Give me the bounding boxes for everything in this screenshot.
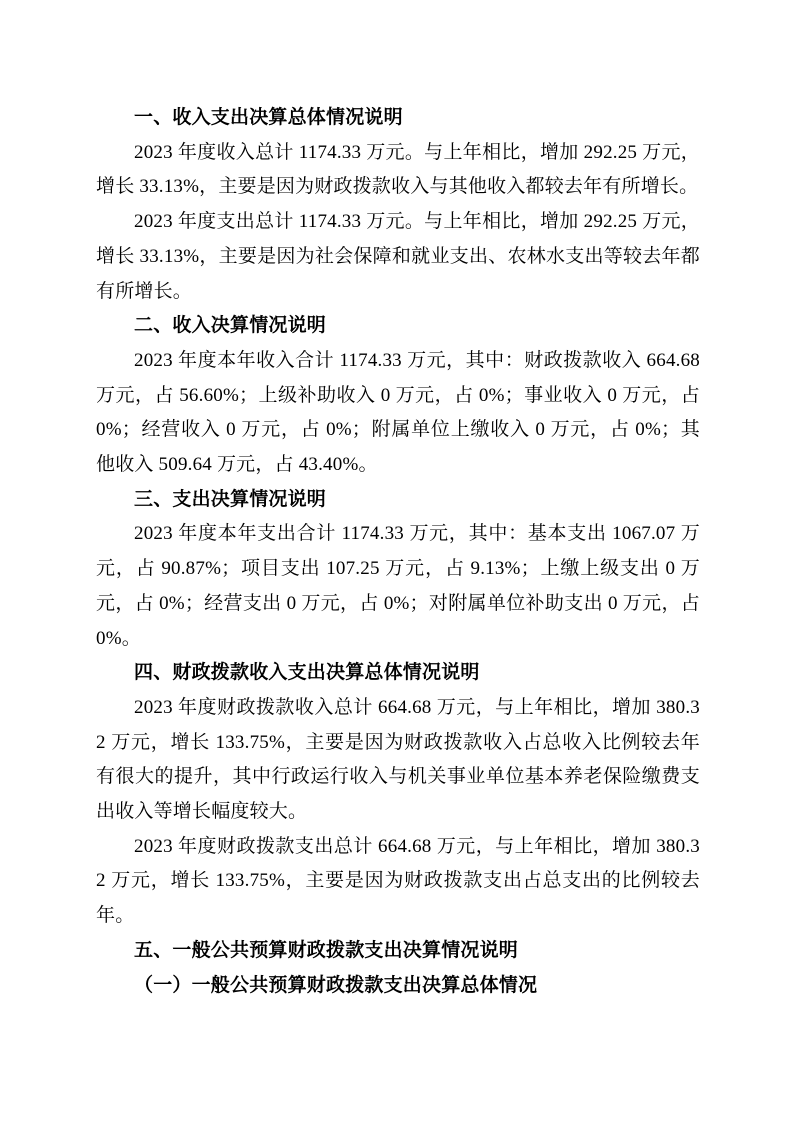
section-subheading-5-1: （一）一般公共预算财政拨款支出决算总体情况	[134, 974, 538, 996]
paragraph-income-total: 2023 年度收入总计 1174.33 万元。与上年相比，增加 292.25 万元，增长 33.13%，主要是因为财政拨款收入与其他收入都较去年有所增长。	[96, 141, 700, 198]
document-body	[96, 101, 700, 1003]
section-heading-1: 一、收入支出决算总体情况说明	[134, 107, 403, 128]
section-heading-3: 三、支出决算情况说明	[134, 488, 327, 510]
paragraph-fiscal-income: 2023 年度财政拨款收入总计 664.68 万元，与上年相比，增加 380.32 万元，增长 133.75%，主要是因为财政拨款收入占总收入比例较去年有很大的提升，其中行政运行收入与机关事业单位基本养老保险缴费支出收入等增长幅度较大。	[96, 696, 700, 823]
section-heading-5: 五、一般公共预算财政拨款支出决算情况说明	[134, 939, 519, 961]
paragraph-income-detail: 2023 年度本年收入合计 1174.33 万元，其中：财政拨款收入 664.68 万元，占 56.60%；上级补助收入 0 万元，占 0%；事业收入 0 万元，占 0%；经营收入 0 万元，占 0%；附属单位上缴收入 0 万元，占 0%；其他收入 509.64 万元，占 43.40%。	[96, 349, 700, 476]
paragraph-expense-total: 2023 年度支出总计 1174.33 万元。与上年相比，增加 292.25 万元，增长 33.13%，主要是因为社会保障和就业支出、农林水支出等较去年都有所增长。	[96, 211, 700, 302]
section-heading-2: 二、收入决算情况说明	[134, 315, 327, 337]
paragraph-fiscal-expense: 2023 年度财政拨款支出总计 664.68 万元，与上年相比，增加 380.32 万元，增长 133.75%，主要是因为财政拨款支出占总支出的比例较去年。	[96, 835, 700, 927]
paragraph-expense-detail: 2023 年度本年支出合计 1174.33 万元，其中：基本支出 1067.07 万元，占 90.87%；项目支出 107.25 万元，占 9.13%；上缴上级支出 0 万元，占 0%；经营支出 0 万元，占 0%；对附属单位补助支出 0 万元，占 0%。	[96, 523, 700, 649]
section-heading-4: 四、财政拨款收入支出决算总体情况说明	[134, 662, 480, 684]
